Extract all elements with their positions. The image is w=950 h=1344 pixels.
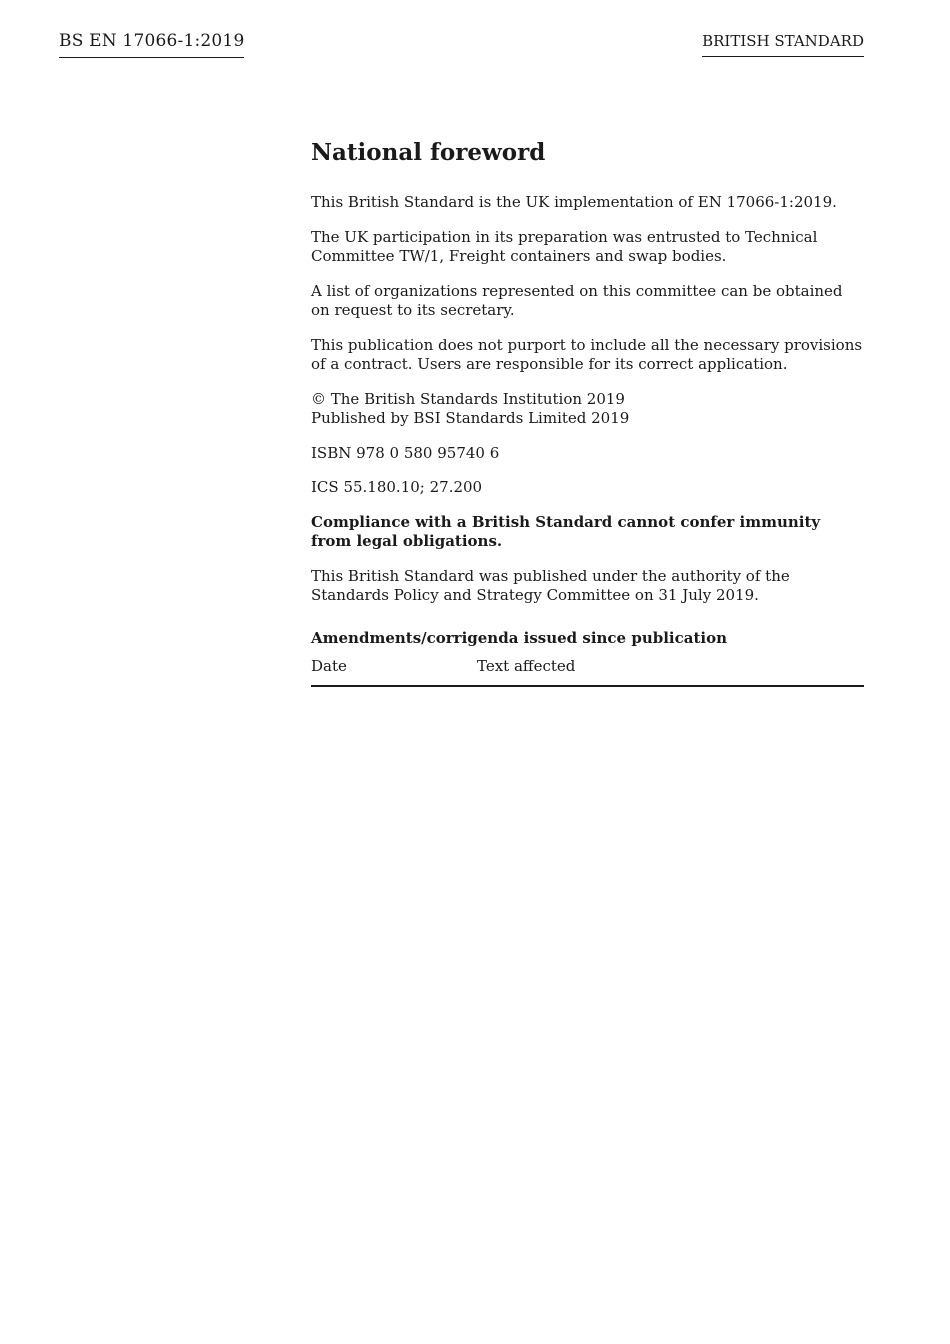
authority-paragraph: This British Standard was published under the authority of the Standards Policy and Strategy Committee on 31 July 2019. <box>311 566 790 604</box>
isbn: ISBN 978 0 580 95740 6 <box>311 443 500 462</box>
copyright-block <box>311 390 864 429</box>
compliance-statement: Compliance with a British Standard cannot confer immunity from legal obligations. <box>311 512 821 550</box>
page-title: National foreword <box>311 139 546 166</box>
committee-paragraph: The UK participation in its preparation was entrusted to Technical Committee TW/1, Freight containers and swap bodies. <box>311 227 818 265</box>
date-column-header: Date <box>311 656 347 675</box>
text-affected-column-header: Text affected <box>477 656 576 675</box>
ics-codes: ICS 55.180.10; 27.200 <box>311 478 483 496</box>
implementation-paragraph: This British Standard is the UK implementation of EN 17066-1:2019. <box>311 193 837 211</box>
publisher-line: Published by BSI Standards Limited 2019 <box>311 409 630 427</box>
national-foreword-section <box>311 138 864 687</box>
organizations-paragraph: A list of organizations represented on this committee can be obtained on request to its secretary. <box>311 281 843 319</box>
amendments-table-header <box>311 656 864 687</box>
amendments-title: Amendments/corrigenda issued since publication <box>311 628 727 647</box>
standard-series-label: BRITISH STANDARD <box>702 31 864 57</box>
provisions-paragraph: This publication does not purport to include all the necessary provisions of a contract. Users are responsible for its correct application. <box>311 335 863 373</box>
copyright-line: © The British Standards Institution 2019 <box>311 389 625 408</box>
document-id: BS EN 17066-1:2019 <box>59 30 244 58</box>
